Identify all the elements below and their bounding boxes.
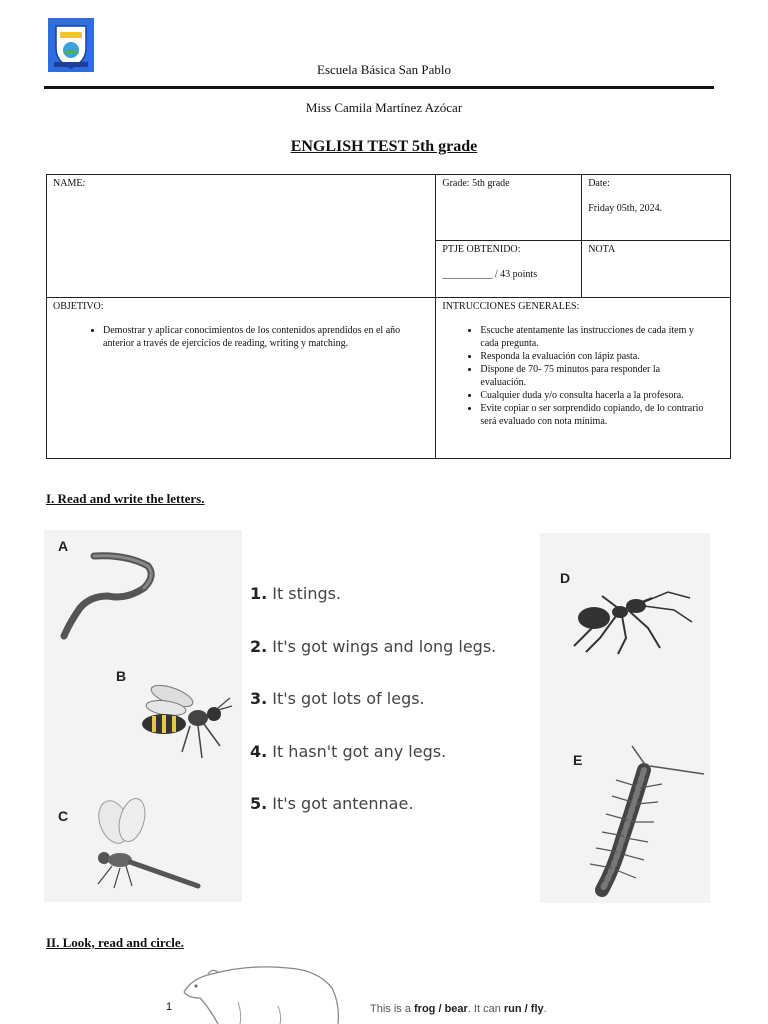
letter-b: B xyxy=(116,668,127,684)
school-name: Escuela Básica San Pablo xyxy=(317,62,451,77)
instruction-item: • Cualquier duda y/o consulta hacerla a la profesora. xyxy=(480,389,704,402)
section1-heading: I. Read and write the letters. xyxy=(46,491,205,506)
grade-cell: Grade: 5th grade xyxy=(436,175,582,241)
teacher-name: Miss Camila Martínez Azócar xyxy=(305,100,463,115)
action-choice[interactable]: run / fly xyxy=(503,1003,544,1015)
letter-e: E xyxy=(573,752,583,768)
animal-choice[interactable]: frog / bear xyxy=(414,1003,468,1015)
objective-item: • Demostrar y aplicar conocimientos de los contenidos aprendidos en el año anterior a través de ejercicios de reading, writing y matching. xyxy=(103,324,429,350)
instruction-item: • Responda la evaluación con lápiz pasta. xyxy=(480,350,704,363)
nota-cell[interactable]: NOTA xyxy=(582,241,731,298)
date-value: Friday 05th, 2024. xyxy=(588,203,663,214)
letter-a: A xyxy=(58,538,69,554)
letter-d: D xyxy=(560,570,571,586)
question-1-sentence: This is a frog / bear. It can run / fly. xyxy=(370,1003,547,1015)
statement-5: 5. It's got antennae. xyxy=(250,794,414,813)
instruction-item: • Evite copiar o ser sorprendido copiando, de lo contrario será evaluado con nota mínima. xyxy=(480,402,704,428)
score-value: __________ / 43 points xyxy=(442,269,538,280)
name-cell[interactable]: NAME: xyxy=(47,175,436,298)
wasp-image xyxy=(130,676,234,766)
worm-image xyxy=(56,548,160,642)
dragonfly-image xyxy=(80,798,204,894)
student-info-table xyxy=(46,174,731,459)
statement-4: 4. It hasn't got any legs. xyxy=(250,742,447,761)
polar-bear-image xyxy=(178,962,358,1024)
instruction-item: • Escuche atentamente las instrucciones de cada ítem y cada pregunta. xyxy=(480,324,704,350)
statement-1: 1. It stings. xyxy=(250,584,342,603)
objective-cell: OBJETIVO: • Demostrar y aplicar conocimientos de los contenidos aprendidos en el año anterior a través de ejercicios de reading, writing y matching. xyxy=(47,298,436,459)
section2-heading: II. Look, read and circle. xyxy=(46,935,184,950)
statement-3: 3. It's got lots of legs. xyxy=(250,689,425,708)
date-cell: Date: Friday 05th, 2024. xyxy=(582,175,731,241)
statement-2: 2. It's got wings and long legs. xyxy=(250,637,497,656)
score-cell[interactable]: PTJE OBTENIDO: __________ / 43 points xyxy=(436,241,582,298)
instructions-cell: INTRUCCIONES GENERALES: • Escuche atentamente las instrucciones de cada ítem y cada pregunta. • Responda la evaluación con lápiz pasta. • Dispone de 70- 75 minutos para responder la evaluación. • Cualquier duda y/o consulta hacerla a la profesora. • Evite copiar o ser sorprendido copiando, de lo contrario será evaluado con nota mínima. xyxy=(436,298,731,459)
letter-c: C xyxy=(58,808,69,824)
instruction-item: • Dispone de 70- 75 minutos para responder la evaluación. xyxy=(480,363,704,389)
centipede-image xyxy=(566,740,706,900)
test-title: ENGLISH TEST 5th grade xyxy=(290,138,478,155)
header-divider xyxy=(44,86,714,89)
ant-image xyxy=(556,588,696,658)
question-1-number: 1 xyxy=(166,1001,173,1013)
